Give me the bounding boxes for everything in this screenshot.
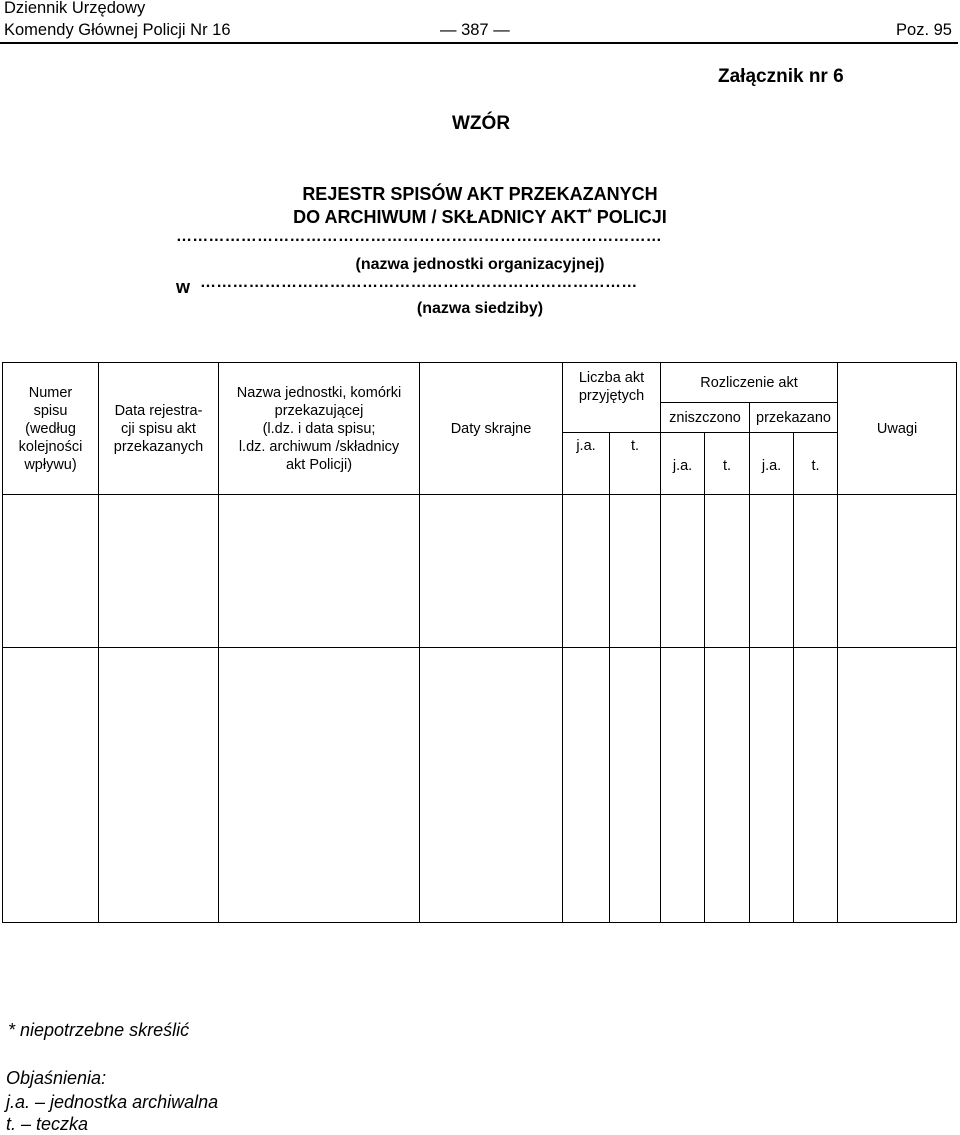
table-cell[interactable] (750, 648, 794, 923)
header-received-ja: j.a. (563, 433, 610, 495)
header-received-t: t. (610, 433, 661, 495)
header-received-count (563, 363, 661, 433)
attachment-label: Załącznik nr 6 (718, 66, 844, 87)
header-transferred: przekazano (750, 403, 838, 433)
header-record-number (3, 363, 99, 495)
table-cell[interactable] (3, 648, 99, 923)
page-number: — 387 — (440, 21, 510, 39)
table-cell[interactable] (705, 648, 750, 923)
register-title-line2-end: POLICJI (596, 207, 667, 227)
table-cell[interactable] (838, 495, 957, 648)
seat-prefix: w (176, 277, 191, 297)
table-cell[interactable] (610, 495, 661, 648)
table-row (3, 495, 957, 648)
table-cell[interactable] (610, 648, 661, 923)
journal-name-line2: Komendy Głównej Policji Nr 16 (4, 21, 231, 39)
table-cell[interactable] (794, 495, 838, 648)
header-record-number-line: Numer (28, 384, 73, 401)
explanation-ja: j.a. – jednostka archiwalna (6, 1092, 219, 1112)
header-destroyed: zniszczono (661, 403, 750, 433)
header-destroyed-t: t. (705, 433, 750, 495)
unit-name-dotted-line: ……………………………………………………………………………… (176, 228, 662, 245)
table-cell[interactable] (838, 648, 957, 923)
header-destroyed-ja: j.a. (661, 433, 705, 495)
table-cell[interactable] (661, 648, 705, 923)
template-label: WZÓR (452, 113, 511, 134)
register-title-line2-text: DO ARCHIWUM / SKŁADNICY AKT (293, 207, 588, 227)
header-registration-date-line: cji spisu akt (121, 420, 196, 437)
header-registration-date-line: Data rejestra- (114, 402, 203, 419)
seat-caption: (nazwa siedziby) (416, 300, 544, 317)
explanation-t: t. – teczka (6, 1114, 89, 1134)
table-cell[interactable] (420, 495, 563, 648)
table-cell[interactable] (563, 648, 610, 923)
footnote: * niepotrzebne skreślić (8, 1020, 190, 1040)
header-rule (0, 42, 958, 44)
explanations-heading: Objaśnienia: (6, 1068, 107, 1088)
header-unit-name-line: (l.dz. i data spisu; (262, 420, 376, 437)
footnote-mark: * (587, 207, 592, 219)
table-cell[interactable] (563, 495, 610, 648)
header-registration-date-line: przekazanych (113, 438, 204, 455)
table-cell[interactable] (661, 495, 705, 648)
table-cell[interactable] (420, 648, 563, 923)
header-transferred-t: t. (794, 433, 838, 495)
header-unit-name-line: Nazwa jednostki, komórki (236, 384, 402, 401)
header-unit-name-line: l.dz. archiwum /składnicy (238, 438, 400, 455)
seat-dotted-line: ……………………………………………………………………… (200, 274, 638, 291)
header-record-number-line: (według (25, 420, 76, 437)
header-record-number-line: spisu (33, 402, 68, 419)
header-unit-name-line: akt Policji) (285, 456, 353, 473)
table-cell[interactable] (3, 495, 99, 648)
header-date-range: Daty skrajne (420, 363, 563, 495)
header-remarks: Uwagi (838, 363, 957, 495)
header-received-count-line: przyjętych (578, 388, 645, 404)
register-title-line2 (0, 207, 960, 228)
journal-name-line1: Dziennik Urzędowy (4, 0, 146, 17)
table-row (3, 648, 957, 923)
register-table (2, 362, 957, 923)
header-record-number-line: kolejności (18, 438, 83, 455)
table-cell[interactable] (794, 648, 838, 923)
table-cell[interactable] (750, 495, 794, 648)
header-transferred-ja: j.a. (750, 433, 794, 495)
header-settlement: Rozliczenie akt (661, 363, 838, 403)
position-number: Poz. 95 (896, 21, 952, 39)
unit-name-caption: (nazwa jednostki organizacyjnej) (355, 256, 605, 273)
table-cell[interactable] (219, 648, 420, 923)
table-cell[interactable] (99, 648, 219, 923)
header-record-number-line: wpływu) (24, 456, 77, 473)
table-cell[interactable] (705, 495, 750, 648)
header-unit-name-line: przekazującej (274, 402, 364, 419)
table-cell[interactable] (99, 495, 219, 648)
header-received-count-line: Liczba akt (578, 370, 645, 386)
header-unit-name (219, 363, 420, 495)
register-title-line1: REJESTR SPISÓW AKT PRZEKAZANYCH (302, 184, 658, 204)
header-registration-date (99, 363, 219, 495)
table-cell[interactable] (219, 495, 420, 648)
